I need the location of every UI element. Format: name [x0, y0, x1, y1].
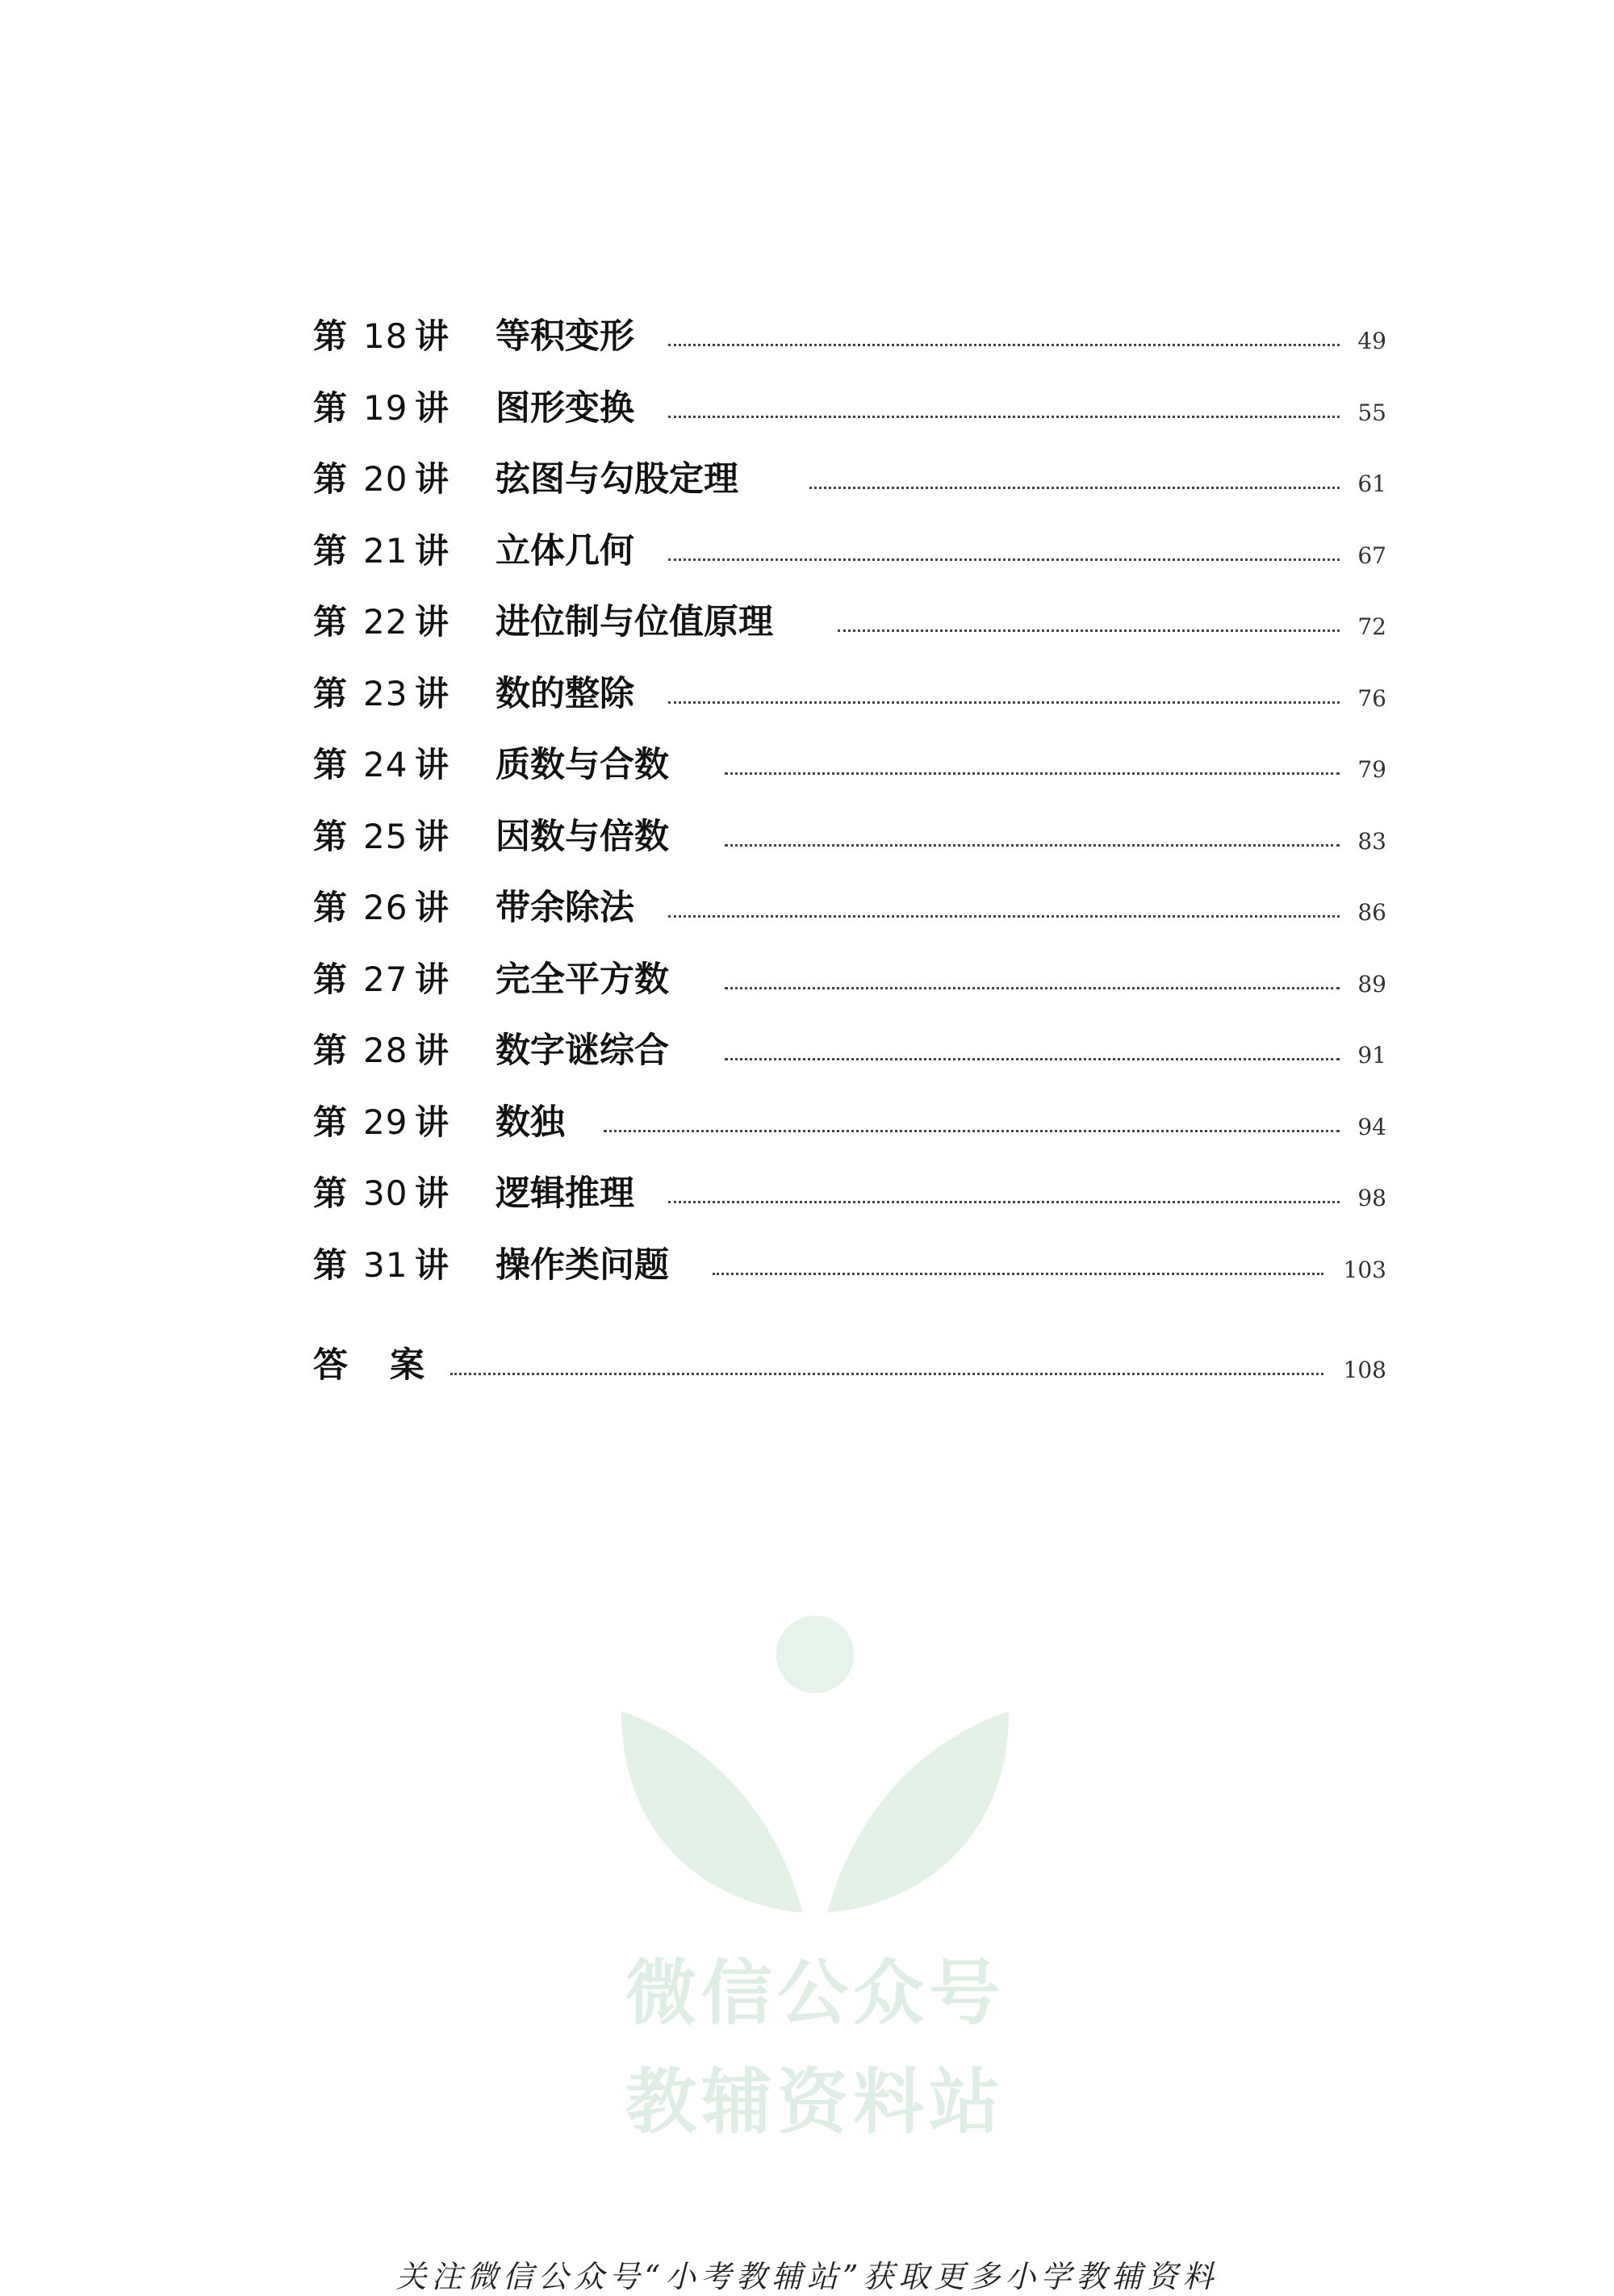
toc-entry-answers[interactable]	[313, 1337, 1386, 1409]
lecture-suffix: 讲	[415, 316, 449, 356]
page-number: 89	[1357, 970, 1386, 997]
table-of-contents	[313, 308, 1386, 1409]
watermark	[613, 1598, 1017, 2163]
page-number: 61	[1357, 470, 1386, 497]
lecture-prefix: 第	[313, 959, 348, 999]
dot-leader	[713, 1216, 1323, 1275]
sprout-person-logo-icon	[613, 1598, 1017, 1937]
lecture-suffix: 讲	[415, 1031, 449, 1070]
lecture-prefix: 第	[313, 888, 348, 927]
lecture-title: 数字谜综合	[495, 1031, 669, 1071]
page-number: 103	[1343, 1256, 1386, 1283]
watermark-line2: 教辅资料站	[625, 2060, 1005, 2143]
page-number: 98	[1357, 1185, 1386, 1211]
lecture-number: 23	[363, 673, 408, 713]
page-number: 83	[1357, 827, 1386, 855]
page-number: 108	[1343, 1357, 1386, 1383]
lecture-number: 29	[363, 1102, 408, 1142]
lecture-title: 质数与合数	[495, 745, 669, 785]
lecture-title: 逻辑推理	[495, 1173, 634, 1214]
lecture-suffix: 讲	[415, 530, 449, 571]
footer-note: 关注微信公众号“小考教辅站”获取更多小学教辅资料	[395, 2259, 1219, 2294]
page-number: 86	[1357, 899, 1386, 926]
dot-leader	[450, 1316, 1323, 1375]
page-number: 49	[1357, 328, 1386, 354]
lecture-suffix: 讲	[415, 673, 449, 713]
lecture-number: 20	[363, 459, 408, 499]
lecture-title: 立体几何	[495, 530, 634, 571]
lecture-number: 26	[363, 888, 408, 927]
page-number: 76	[1357, 684, 1386, 712]
lecture-number: 24	[363, 745, 408, 784]
lecture-suffix: 讲	[415, 387, 449, 428]
lecture-number: 31	[363, 1244, 408, 1285]
lecture-prefix: 第	[313, 459, 348, 499]
lecture-title: 因数与倍数	[495, 816, 669, 857]
lecture-suffix: 讲	[415, 816, 449, 856]
lecture-number: 25	[363, 816, 408, 856]
lecture-title: 弦图与勾股定理	[495, 459, 738, 500]
lecture-prefix: 第	[313, 745, 348, 784]
lecture-suffix: 讲	[415, 1102, 449, 1142]
dot-leader	[725, 788, 1340, 847]
lecture-title: 操作类问题	[495, 1244, 669, 1286]
dot-leader	[668, 859, 1340, 918]
dot-leader	[725, 716, 1340, 775]
page-number: 79	[1357, 756, 1386, 783]
dot-leader	[668, 359, 1340, 418]
dot-leader	[725, 1002, 1340, 1060]
lecture-number: 22	[363, 602, 408, 642]
dot-leader	[604, 1073, 1340, 1132]
lecture-title: 数的整除	[495, 673, 634, 714]
answers-label: 答案	[313, 1345, 466, 1386]
lecture-title: 图形变换	[495, 387, 634, 429]
lecture-number: 27	[363, 959, 408, 999]
dot-leader	[668, 1144, 1340, 1203]
lecture-prefix: 第	[313, 1173, 348, 1213]
lecture-title: 等积变形	[495, 316, 634, 357]
page-number: 91	[1357, 1042, 1386, 1069]
toc-entry[interactable]	[313, 1237, 1386, 1309]
page-number: 55	[1357, 399, 1386, 426]
page-number: 72	[1357, 613, 1386, 640]
lecture-suffix: 讲	[415, 888, 449, 927]
lecture-prefix: 第	[313, 530, 348, 571]
lecture-prefix: 第	[313, 387, 348, 428]
lecture-suffix: 讲	[415, 602, 449, 642]
lecture-title: 进位制与位值原理	[495, 602, 773, 642]
dot-leader	[668, 502, 1340, 561]
lecture-number: 19	[363, 387, 408, 428]
lecture-prefix: 第	[313, 602, 348, 642]
lecture-number: 30	[363, 1173, 408, 1213]
lecture-suffix: 讲	[415, 745, 449, 784]
lecture-prefix: 第	[313, 1031, 348, 1070]
dot-leader	[668, 645, 1340, 704]
lecture-title: 带余除法	[495, 888, 634, 928]
lecture-suffix: 讲	[415, 1244, 449, 1285]
lecture-title: 完全平方数	[495, 959, 669, 1000]
lecture-prefix: 第	[313, 816, 348, 856]
dot-leader	[838, 573, 1340, 632]
lecture-prefix: 第	[313, 1244, 348, 1285]
lecture-number: 18	[363, 316, 408, 356]
dot-leader	[725, 931, 1340, 989]
page-number: 67	[1357, 542, 1386, 569]
lecture-number: 21	[363, 530, 408, 571]
page-number: 94	[1357, 1113, 1386, 1140]
lecture-suffix: 讲	[415, 459, 449, 499]
lecture-suffix: 讲	[415, 959, 449, 999]
lecture-prefix: 第	[313, 673, 348, 713]
watermark-line1: 微信公众号	[625, 1951, 1005, 2035]
lecture-number: 28	[363, 1031, 408, 1070]
lecture-title: 数独	[495, 1102, 565, 1143]
lecture-prefix: 第	[313, 1102, 348, 1142]
dot-leader	[809, 430, 1340, 489]
dot-leader	[668, 287, 1340, 346]
lecture-prefix: 第	[313, 316, 348, 356]
lecture-suffix: 讲	[415, 1173, 449, 1213]
